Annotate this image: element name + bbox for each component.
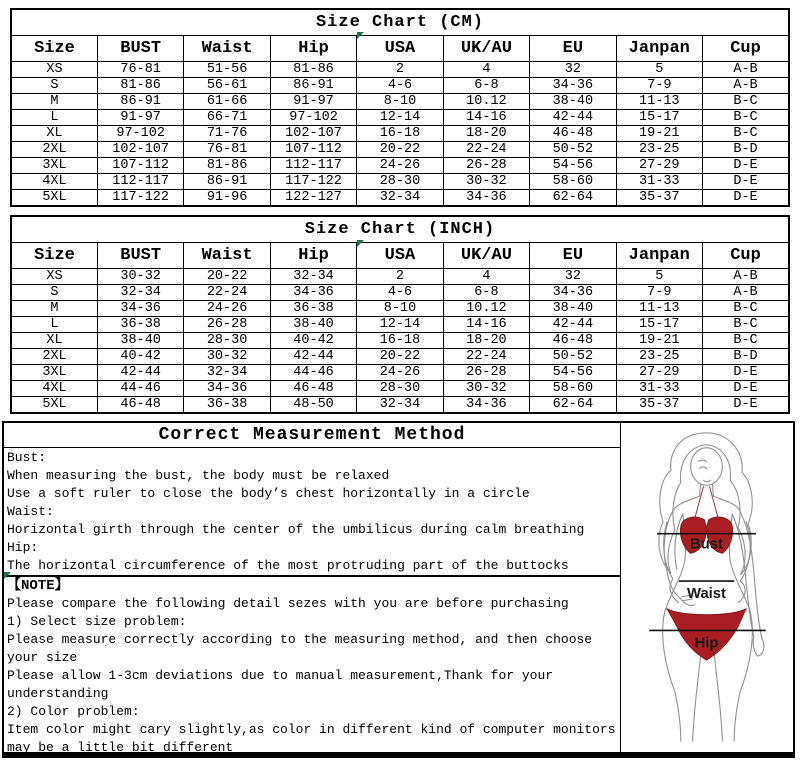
- table-cell: 20-22: [357, 348, 443, 364]
- column-header: Janpan: [616, 35, 702, 61]
- table-cell: 61-66: [184, 93, 270, 109]
- table-cell: 4-6: [357, 77, 443, 93]
- size-chart-inch-table: [10, 215, 790, 414]
- table-row: [11, 348, 789, 364]
- table-cell: 97-102: [270, 109, 356, 125]
- table-cell: 35-37: [616, 396, 702, 413]
- cm-table-title: Size Chart (CM): [11, 9, 789, 35]
- table-row: [11, 173, 789, 189]
- table-row: [11, 109, 789, 125]
- table-cell: B-C: [703, 300, 790, 316]
- table-cell: 97-102: [97, 125, 183, 141]
- table-cell: 46-48: [530, 332, 616, 348]
- table-cell: 32: [530, 61, 616, 77]
- table-row: [11, 268, 789, 284]
- table-cell: 36-38: [270, 300, 356, 316]
- table-cell: S: [11, 284, 97, 300]
- table-cell: 5: [616, 61, 702, 77]
- measurement-line: Bust:: [7, 450, 47, 465]
- excel-corner-marker-icon: [357, 240, 364, 247]
- table-cell: 50-52: [530, 348, 616, 364]
- measurement-line: Hip:: [7, 540, 39, 555]
- table-cell: 34-36: [443, 189, 529, 206]
- table-cell: 19-21: [616, 332, 702, 348]
- table-row: [11, 380, 789, 396]
- table-cell: 54-56: [530, 157, 616, 173]
- table-row: [11, 125, 789, 141]
- table-cell: L: [11, 316, 97, 332]
- measurement-text-column: [4, 423, 620, 755]
- table-cell: 30-32: [184, 348, 270, 364]
- table-row: [11, 61, 789, 77]
- table-cell: 86-91: [97, 93, 183, 109]
- table-cell: 36-38: [184, 396, 270, 413]
- table-cell: 19-21: [616, 125, 702, 141]
- measurement-line: When measuring the bust, the body must be relaxed: [7, 468, 390, 483]
- table-cell: XS: [11, 268, 97, 284]
- table-cell: 10.12: [443, 93, 529, 109]
- figure-hip-label: Hip: [694, 635, 719, 652]
- table-cell: 58-60: [530, 380, 616, 396]
- table-cell: B-D: [703, 141, 790, 157]
- table-cell: 91-97: [97, 109, 183, 125]
- note-line: Please compare the following detail sezes with you are before purchasing: [7, 596, 569, 611]
- table-cell: 15-17: [616, 316, 702, 332]
- table-cell: 6-8: [443, 77, 529, 93]
- table-cell: 50-52: [530, 141, 616, 157]
- table-cell: 51-56: [184, 61, 270, 77]
- table-row: [11, 316, 789, 332]
- measurement-section: [2, 421, 795, 758]
- table-cell: 23-25: [616, 141, 702, 157]
- table-cell: 32-34: [270, 268, 356, 284]
- table-cell: 28-30: [357, 173, 443, 189]
- table-cell: B-C: [703, 332, 790, 348]
- table-cell: 31-33: [616, 173, 702, 189]
- table-cell: XL: [11, 332, 97, 348]
- note-line: 2) Color problem:: [7, 704, 140, 719]
- table-cell: 62-64: [530, 189, 616, 206]
- table-title-row: [11, 9, 789, 35]
- table-cell: 107-112: [97, 157, 183, 173]
- table-cell: 86-91: [270, 77, 356, 93]
- table-cell: 40-42: [270, 332, 356, 348]
- table-cell: S: [11, 77, 97, 93]
- table-cell: 20-22: [184, 268, 270, 284]
- table-cell: 32: [530, 268, 616, 284]
- table-cell: 38-40: [530, 93, 616, 109]
- table-cell: 58-60: [530, 173, 616, 189]
- table-cell: B-C: [703, 125, 790, 141]
- note-line: Please measure correctly according to the measuring method, and then choose: [7, 632, 593, 647]
- table-cell: 11-13: [616, 300, 702, 316]
- table-cell: 38-40: [530, 300, 616, 316]
- table-cell: 12-14: [357, 316, 443, 332]
- table-cell: 34-36: [530, 77, 616, 93]
- column-header: Waist: [184, 242, 270, 268]
- note-line: your size: [7, 650, 78, 665]
- figure-waist-label: Waist: [687, 585, 726, 602]
- table-cell: 6-8: [443, 284, 529, 300]
- table-cell: 42-44: [530, 316, 616, 332]
- table-row: [11, 396, 789, 413]
- table-cell: 32-34: [357, 396, 443, 413]
- table-cell: 22-24: [184, 284, 270, 300]
- table-row: [11, 332, 789, 348]
- table-cell: 107-112: [270, 141, 356, 157]
- measurement-line: Use a soft ruler to close the body’s chest horizontally in a circle: [7, 486, 530, 501]
- measurement-line: The horizontal circumference of the most protruding part of the buttocks: [7, 558, 569, 573]
- excel-corner-marker-icon: [4, 572, 11, 579]
- table-cell: 81-86: [270, 61, 356, 77]
- table-cell: 48-50: [270, 396, 356, 413]
- table-cell: 32-34: [357, 189, 443, 206]
- table-cell: 16-18: [357, 125, 443, 141]
- table-cell: 42-44: [270, 348, 356, 364]
- table-cell: 14-16: [443, 316, 529, 332]
- table-cell: 46-48: [97, 396, 183, 413]
- note-lines: [7, 595, 617, 757]
- figure-bust-label: Bust: [690, 536, 723, 553]
- column-header: USA: [357, 35, 443, 61]
- table-cell: 24-26: [184, 300, 270, 316]
- table-cell: 4XL: [11, 380, 97, 396]
- table-cell: 32-34: [97, 284, 183, 300]
- table-cell: 26-28: [443, 157, 529, 173]
- table-cell: 30-32: [443, 173, 529, 189]
- table-cell: 46-48: [530, 125, 616, 141]
- table-cell: XL: [11, 125, 97, 141]
- table-cell: 117-122: [97, 189, 183, 206]
- table-cell: XS: [11, 61, 97, 77]
- table-cell: 5XL: [11, 189, 97, 206]
- table-cell: 76-81: [184, 141, 270, 157]
- table-cell: 2: [357, 61, 443, 77]
- table-cell: 2XL: [11, 348, 97, 364]
- table-cell: 27-29: [616, 157, 702, 173]
- table-cell: 86-91: [184, 173, 270, 189]
- table-cell: 4: [443, 268, 529, 284]
- table-cell: B-D: [703, 348, 790, 364]
- table-cell: 91-96: [184, 189, 270, 206]
- column-header: Cup: [703, 242, 790, 268]
- table-cell: 5: [616, 268, 702, 284]
- column-header: Hip: [270, 35, 356, 61]
- table-cell: 34-36: [184, 380, 270, 396]
- table-cell: 2: [357, 268, 443, 284]
- table-cell: 122-127: [270, 189, 356, 206]
- table-cell: 28-30: [184, 332, 270, 348]
- table-cell: 40-42: [97, 348, 183, 364]
- table-cell: 34-36: [530, 284, 616, 300]
- table-cell: 4-6: [357, 284, 443, 300]
- table-cell: 14-16: [443, 109, 529, 125]
- note-line: Please allow 1-3cm deviations due to manual measurement,Thank for your: [7, 668, 554, 683]
- note-heading: 【NOTE】: [7, 578, 69, 594]
- note-box: [4, 575, 620, 757]
- figure-bikini-straps: [695, 486, 719, 519]
- table-cell: 117-122: [270, 173, 356, 189]
- table-cell: 28-30: [357, 380, 443, 396]
- table-row: [11, 157, 789, 173]
- column-header: EU: [530, 35, 616, 61]
- table-cell: 54-56: [530, 364, 616, 380]
- table-cell: B-C: [703, 93, 790, 109]
- measurement-line: Waist:: [7, 504, 54, 519]
- figure-face: [691, 448, 723, 486]
- table-cell: 18-20: [443, 125, 529, 141]
- table-cell: 102-107: [97, 141, 183, 157]
- inch-table-title: Size Chart (INCH): [11, 216, 789, 242]
- table-cell: 34-36: [443, 396, 529, 413]
- table-row: [11, 300, 789, 316]
- table-cell: D-E: [703, 189, 790, 206]
- table-cell: 24-26: [357, 364, 443, 380]
- table-cell: 7-9: [616, 77, 702, 93]
- note-line: understanding: [7, 686, 109, 701]
- column-header: BUST: [97, 242, 183, 268]
- table-cell: 91-97: [270, 93, 356, 109]
- table-cell: 102-107: [270, 125, 356, 141]
- table-row: [11, 77, 789, 93]
- column-header: Size: [11, 242, 97, 268]
- table-cell: 31-33: [616, 380, 702, 396]
- measurement-line: Horizontal girth through the center of the umbilicus during calm breathing: [7, 522, 585, 537]
- note-line: may be a little bit different: [7, 740, 234, 755]
- table-cell: 32-34: [184, 364, 270, 380]
- table-cell: 62-64: [530, 396, 616, 413]
- table-row: [11, 284, 789, 300]
- table-row: [11, 93, 789, 109]
- table-cell: L: [11, 109, 97, 125]
- table-cell: 3XL: [11, 157, 97, 173]
- table-cell: 112-117: [97, 173, 183, 189]
- table-cell: 4XL: [11, 173, 97, 189]
- table-row: [11, 364, 789, 380]
- table-cell: 8-10: [357, 93, 443, 109]
- table-row: [11, 189, 789, 206]
- measurement-lines: [4, 448, 620, 575]
- table-cell: A-B: [703, 268, 790, 284]
- column-header: Size: [11, 35, 97, 61]
- note-line: 1) Select size problem:: [7, 614, 187, 629]
- table-cell: 24-26: [357, 157, 443, 173]
- table-cell: 38-40: [97, 332, 183, 348]
- table-cell: 5XL: [11, 396, 97, 413]
- column-header: Janpan: [616, 242, 702, 268]
- table-cell: D-E: [703, 364, 790, 380]
- note-line: Item color might cary slightly,as color in different kind of computer monitors: [7, 722, 616, 737]
- column-header: Cup: [703, 35, 790, 61]
- table-cell: 4: [443, 61, 529, 77]
- column-header: UK/AU: [443, 35, 529, 61]
- measurement-figure-illustration: [621, 423, 793, 752]
- table-cell: 76-81: [97, 61, 183, 77]
- table-cell: A-B: [703, 284, 790, 300]
- column-header: Waist: [184, 35, 270, 61]
- table-cell: 56-61: [184, 77, 270, 93]
- table-cell: 81-86: [97, 77, 183, 93]
- table-cell: 30-32: [443, 380, 529, 396]
- column-header: UK/AU: [443, 242, 529, 268]
- table-cell: D-E: [703, 396, 790, 413]
- figure-panel: [620, 423, 793, 752]
- table-cell: A-B: [703, 61, 790, 77]
- table-title-row: [11, 216, 789, 242]
- table-cell: 27-29: [616, 364, 702, 380]
- table-cell: D-E: [703, 380, 790, 396]
- inch-table-body: [11, 268, 789, 413]
- table-cell: 10.12: [443, 300, 529, 316]
- table-cell: 11-13: [616, 93, 702, 109]
- column-header: BUST: [97, 35, 183, 61]
- table-cell: 18-20: [443, 332, 529, 348]
- table-cell: 26-28: [443, 364, 529, 380]
- column-header: Hip: [270, 242, 356, 268]
- table-cell: 66-71: [184, 109, 270, 125]
- table-header-row: [11, 35, 789, 61]
- measurement-title: Correct Measurement Method: [4, 423, 620, 448]
- table-header-row: [11, 242, 789, 268]
- cm-table-body: [11, 61, 789, 206]
- table-cell: 112-117: [270, 157, 356, 173]
- table-cell: M: [11, 93, 97, 109]
- table-cell: 81-86: [184, 157, 270, 173]
- table-cell: 26-28: [184, 316, 270, 332]
- table-cell: 23-25: [616, 348, 702, 364]
- table-cell: D-E: [703, 173, 790, 189]
- table-cell: 42-44: [530, 109, 616, 125]
- table-cell: M: [11, 300, 97, 316]
- size-chart-cm-table: [10, 8, 790, 207]
- table-cell: 44-46: [97, 380, 183, 396]
- table-cell: 8-10: [357, 300, 443, 316]
- table-cell: 16-18: [357, 332, 443, 348]
- table-cell: 35-37: [616, 189, 702, 206]
- table-cell: 44-46: [270, 364, 356, 380]
- table-cell: D-E: [703, 157, 790, 173]
- table-cell: 3XL: [11, 364, 97, 380]
- table-cell: B-C: [703, 109, 790, 125]
- table-cell: 34-36: [97, 300, 183, 316]
- table-row: [11, 141, 789, 157]
- excel-corner-marker-icon: [357, 32, 364, 39]
- table-cell: 2XL: [11, 141, 97, 157]
- table-cell: B-C: [703, 316, 790, 332]
- table-cell: 12-14: [357, 109, 443, 125]
- table-cell: 36-38: [97, 316, 183, 332]
- table-cell: 20-22: [357, 141, 443, 157]
- table-cell: 22-24: [443, 141, 529, 157]
- table-cell: 15-17: [616, 109, 702, 125]
- column-header: EU: [530, 242, 616, 268]
- table-cell: 7-9: [616, 284, 702, 300]
- table-cell: 42-44: [97, 364, 183, 380]
- table-cell: 34-36: [270, 284, 356, 300]
- table-cell: 22-24: [443, 348, 529, 364]
- table-cell: 46-48: [270, 380, 356, 396]
- column-header: USA: [357, 242, 443, 268]
- table-cell: 30-32: [97, 268, 183, 284]
- table-cell: 38-40: [270, 316, 356, 332]
- table-cell: 71-76: [184, 125, 270, 141]
- table-cell: A-B: [703, 77, 790, 93]
